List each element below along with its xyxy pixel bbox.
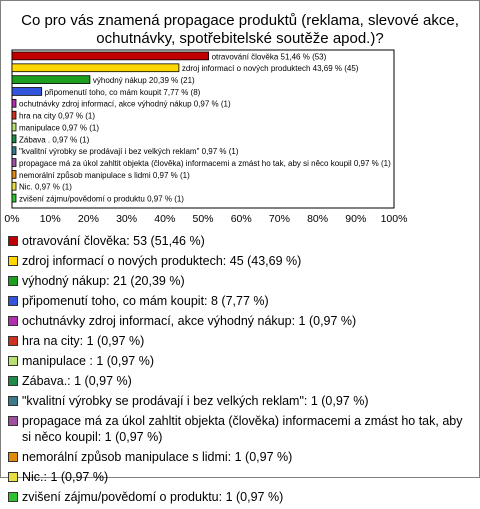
legend-item <box>6 293 472 309</box>
bar <box>12 64 179 72</box>
bar-label: zvišení zájmu/povědomí o produktu 0,97 % (1) <box>19 194 184 204</box>
bar-label: zdroj informací o nových produktech 43,69 % (45) <box>181 64 359 74</box>
bar <box>12 111 16 119</box>
x-tick-label: 40% <box>154 213 176 225</box>
legend-label: Nic.: 1 (0,97 %) <box>22 470 109 484</box>
bar-label: manipulace 0,97 % (1) <box>19 123 100 133</box>
legend-label: nemorální způsob manipulace s lidmi: 1 (0,97 %) <box>22 450 293 464</box>
legend-label: "kvalitní výrobky se prodávají i bez velkých reklam": 1 (0,97 %) <box>22 394 369 408</box>
bar <box>12 88 42 96</box>
bar-label: připomenutí toho, co mám koupit 7,77 % (8) <box>44 87 201 97</box>
legend-swatch <box>8 472 18 482</box>
legend-item <box>6 233 472 249</box>
bar <box>12 147 16 155</box>
legend-label: ochutnávky zdroj informací, akce výhodný nákup: 1 (0,97 %) <box>22 314 357 328</box>
bar <box>12 135 16 143</box>
legend-label: hra na city: 1 (0,97 %) <box>22 334 145 348</box>
legend-label: manipulace : 1 (0,97 %) <box>22 354 155 368</box>
bar <box>12 182 16 190</box>
legend-label: připomenutí toho, co mám koupit: 8 (7,77 %) <box>22 294 269 308</box>
legend-label: zdroj informací o nových produktech: 45 (43,69 %) <box>22 254 302 268</box>
bar-label: výhodný nákup 20,39 % (21) <box>92 76 195 86</box>
x-tick-label: 60% <box>230 213 252 225</box>
legend-item <box>6 353 472 369</box>
legend-item <box>6 313 472 329</box>
legend-item <box>6 273 472 289</box>
legend-swatch <box>8 376 18 386</box>
bar-chart <box>0 0 480 230</box>
chart-legend <box>6 233 472 509</box>
bar <box>12 194 16 202</box>
x-tick-label: 90% <box>345 213 367 225</box>
x-tick-label: 10% <box>39 213 61 225</box>
legend-swatch <box>8 336 18 346</box>
legend-item <box>6 469 472 485</box>
legend-item <box>6 393 472 409</box>
bar-label: propagace má za úkol zahltit objekta (člověka) informacemi a zmást ho tak, aby si něco koupil 0,97 % (1) <box>19 158 391 168</box>
legend-swatch <box>8 276 18 286</box>
legend-swatch <box>8 236 18 246</box>
bar-label: Zábava . 0,97 % (1) <box>19 135 90 145</box>
legend-label: výhodný nákup: 21 (20,39 %) <box>22 274 185 288</box>
x-tick-label: 20% <box>77 213 99 225</box>
bar <box>12 159 16 167</box>
legend-item <box>6 489 472 505</box>
legend-label: otravování člověka: 53 (51,46 %) <box>22 234 205 248</box>
bar-label: ochutnávky zdroj informací, akce výhodný nákup 0,97 % (1) <box>19 99 231 109</box>
legend-item <box>6 373 472 389</box>
legend-item <box>6 253 472 269</box>
legend-swatch <box>8 256 18 266</box>
bar <box>12 123 16 131</box>
legend-item <box>6 413 472 445</box>
legend-swatch <box>8 452 18 462</box>
bar-label: nemorální způsob manipulace s lidmi 0,97 % (1) <box>19 170 190 180</box>
legend-item <box>6 449 472 465</box>
x-tick-label: 50% <box>192 213 214 225</box>
bar <box>12 99 16 107</box>
bar-label: otravování člověka 51,46 % (53) <box>211 52 327 62</box>
x-tick-label: 100% <box>380 213 408 225</box>
legend-swatch <box>8 356 18 366</box>
x-tick-label: 80% <box>307 213 329 225</box>
legend-label: propagace má za úkol zahltit objekta (člověka) informacemi a zmást ho tak, aby si něco koupil: 1 (0,97 %) <box>22 414 463 444</box>
x-tick-label: 30% <box>116 213 138 225</box>
bar <box>12 76 90 84</box>
legend-swatch <box>8 296 18 306</box>
bar-label: "kvalitní výrobky se prodávají i bez velkých reklam" 0,97 % (1) <box>19 147 239 157</box>
chart-title-line-1: Co pro vás znamená propagace produktů (reklama, slevové akce, <box>21 12 459 29</box>
x-tick-label: 70% <box>268 213 290 225</box>
bar-label: hra na city 0,97 % (1) <box>19 111 96 121</box>
bar-label: Nic. 0,97 % (1) <box>19 182 72 192</box>
chart-title-line-2: ochutnávky, spotřebitelské soutěže apod.)? <box>96 30 384 47</box>
legend-item <box>6 333 472 349</box>
legend-swatch <box>8 316 18 326</box>
legend-swatch <box>8 492 18 502</box>
legend-swatch <box>8 396 18 406</box>
legend-label: zvišení zájmu/povědomí o produktu: 1 (0,97 %) <box>22 490 284 504</box>
bar <box>12 170 16 178</box>
x-tick-label: 0% <box>4 213 20 225</box>
legend-swatch <box>8 416 18 426</box>
bar <box>12 52 209 60</box>
legend-label: Zábava.: 1 (0,97 %) <box>22 374 132 388</box>
